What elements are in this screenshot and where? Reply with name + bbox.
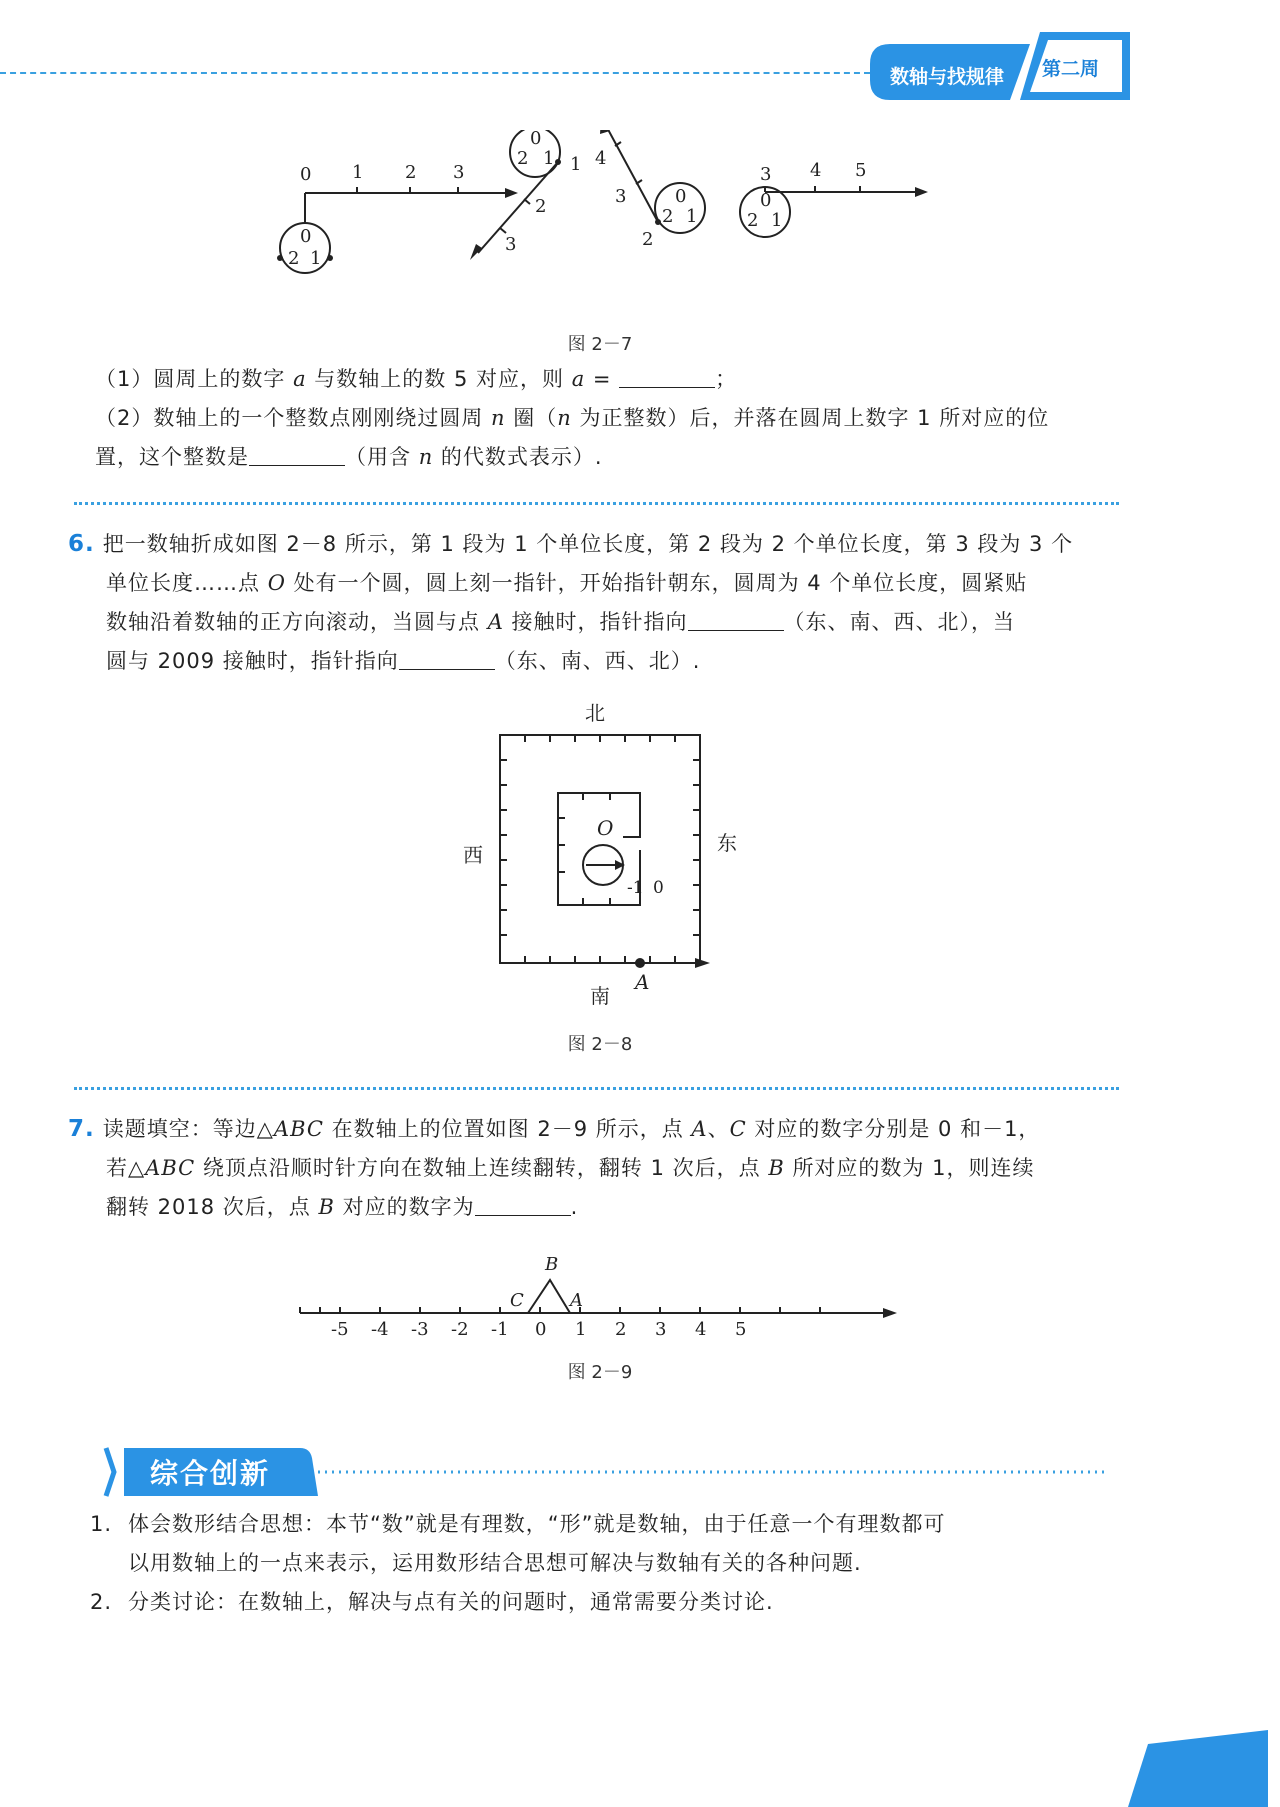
svg-text:3: 3	[453, 162, 465, 183]
svg-text:1: 1	[686, 206, 698, 227]
question-7: 7. 读题填空：等边△ABC 在数轴上的位置如图 2－9 所示，点 A、C 对应的数字分别是 0 和－1， 若△ABC 绕顶点沿顺时针方向在数轴上连续翻转，翻转 1 次后，点 B 所对应的数为 1，则连续 翻转 2018 次后，点 B 对应的数字为 .	[68, 1116, 1041, 1219]
question-6: 6. 把一数轴折成如图 2－8 所示，第 1 段为 1 个单位长度，第 2 段为 2 个单位长度，第 3 段为 3 个 单位长度……点 O 处有一个圆，圆上刻一指针，开始指针朝东，圆周为 4 个单位长度，圆紧贴 数轴沿着数轴的正方向滚动，当圆与点 A 接触时，指针指向 （东、南、西、北），当 圆与 2009 接触时，指针指向 （东、南、西、北）.	[68, 531, 1074, 673]
figure-2-9	[295, 1240, 915, 1350]
svg-text:3: 3	[505, 234, 517, 255]
south-label: 南	[590, 986, 610, 1008]
north-label: 北	[585, 703, 605, 725]
chapter-topic: 数轴与找规律	[890, 66, 1005, 88]
svg-text:0: 0	[760, 190, 772, 211]
svg-text:0: 0	[675, 186, 687, 207]
axis-tick-label: -3	[411, 1319, 429, 1340]
point-a-dot	[635, 958, 645, 968]
axis-tick-label: -2	[451, 1319, 469, 1340]
svg-text:1: 1	[570, 154, 582, 175]
svg-text:0: 0	[300, 226, 312, 247]
svg-text:1: 1	[352, 162, 364, 183]
figure-2-9-caption: 图 2－9	[567, 1362, 633, 1383]
axis-tick-label: -1	[491, 1319, 509, 1340]
chapter-header-tab	[870, 32, 1130, 100]
fig27-middle-axis	[470, 130, 581, 260]
axis-tick-label: -5	[331, 1319, 349, 1340]
header-dashed-line	[0, 72, 870, 74]
svg-text:4: 4	[595, 148, 607, 169]
section-divider	[74, 502, 1119, 505]
svg-text:1: 1	[310, 248, 322, 269]
west-label: 西	[463, 845, 483, 867]
axis-tick-label: 4	[695, 1319, 707, 1340]
question-number: 7.	[68, 1116, 95, 1142]
fig27-far-right-axis	[740, 160, 928, 237]
axis-tick-label: 1	[575, 1319, 587, 1340]
vertex-b-label: B	[545, 1254, 559, 1275]
axis-tick-label: 3	[655, 1319, 667, 1340]
page-corner-tab	[1128, 1730, 1268, 1807]
svg-text:1: 1	[543, 148, 555, 169]
point-a-label: A	[635, 970, 650, 994]
svg-text:4: 4	[810, 160, 822, 181]
axis-tick-label: 5	[735, 1319, 747, 1340]
svg-text:0: 0	[530, 130, 542, 149]
svg-text:1: 1	[771, 210, 783, 231]
axis-tick-label: 2	[615, 1319, 627, 1340]
axis-tick-label: 0	[535, 1319, 547, 1340]
tip-item: 2. 分类讨论：在数轴上，解决与点有关的问题时，通常需要分类讨论.	[90, 1590, 774, 1614]
figure-2-8-caption: 图 2－8	[567, 1034, 633, 1055]
week-label: 第二周	[1042, 58, 1100, 80]
figure-2-7	[260, 130, 980, 310]
svg-text:2: 2	[517, 148, 529, 169]
question-5-part-2: （2）数轴上的一个整数点刚刚绕过圆周 n 圈（n 为正整数）后，并落在圆周上数字 1 所对应的位 置，这个整数是 （用含 n 的代数式表示）.	[95, 406, 1050, 469]
fig29-ticks	[300, 1307, 820, 1340]
fig27-right-axis	[595, 130, 705, 250]
figure-2-8	[455, 695, 755, 1015]
tip-item-continuation: 以用数轴上的一点来表示，运用数形结合思想可解决与数轴有关的各种问题.	[128, 1551, 862, 1575]
answer-blank[interactable]	[399, 647, 495, 670]
vertex-a-label: A	[570, 1290, 583, 1311]
east-label: 东	[717, 833, 737, 855]
svg-text:5: 5	[855, 160, 867, 181]
svg-text:2: 2	[642, 229, 654, 250]
svg-text:3: 3	[615, 186, 627, 207]
answer-blank[interactable]	[249, 443, 345, 466]
fig27-left-axis	[277, 162, 518, 273]
outer-ticks	[500, 735, 700, 963]
section-title: 综合创新	[150, 1457, 271, 1490]
svg-text:0: 0	[300, 164, 312, 185]
svg-text:2: 2	[288, 248, 300, 269]
vertex-c-label: C	[510, 1290, 524, 1311]
answer-blank[interactable]	[475, 1193, 571, 1216]
svg-text:2: 2	[405, 162, 417, 183]
svg-text:2: 2	[535, 196, 547, 217]
svg-text:3: 3	[760, 164, 772, 185]
question-number: 6.	[68, 531, 95, 557]
minus-one-label: -1	[627, 878, 644, 898]
svg-text:2: 2	[662, 206, 674, 227]
section-divider	[74, 1087, 1119, 1090]
svg-text:2: 2	[747, 210, 759, 231]
tip-item: 1. 体会数形结合思想：本节“数”就是有理数，“形”就是数轴，由于任意一个有理数都可	[90, 1512, 946, 1536]
axis-tick-label: -4	[371, 1319, 389, 1340]
tips-list	[90, 1505, 946, 1622]
point-o-label: O	[597, 816, 614, 840]
question-5-part-1: （1）圆周上的数字 a 与数轴上的数 5 对应，则 a = ；	[95, 367, 738, 391]
answer-blank[interactable]	[688, 608, 784, 631]
zero-label: 0	[653, 878, 664, 898]
answer-blank[interactable]	[619, 365, 715, 388]
figure-2-7-caption: 图 2－7	[567, 334, 633, 355]
